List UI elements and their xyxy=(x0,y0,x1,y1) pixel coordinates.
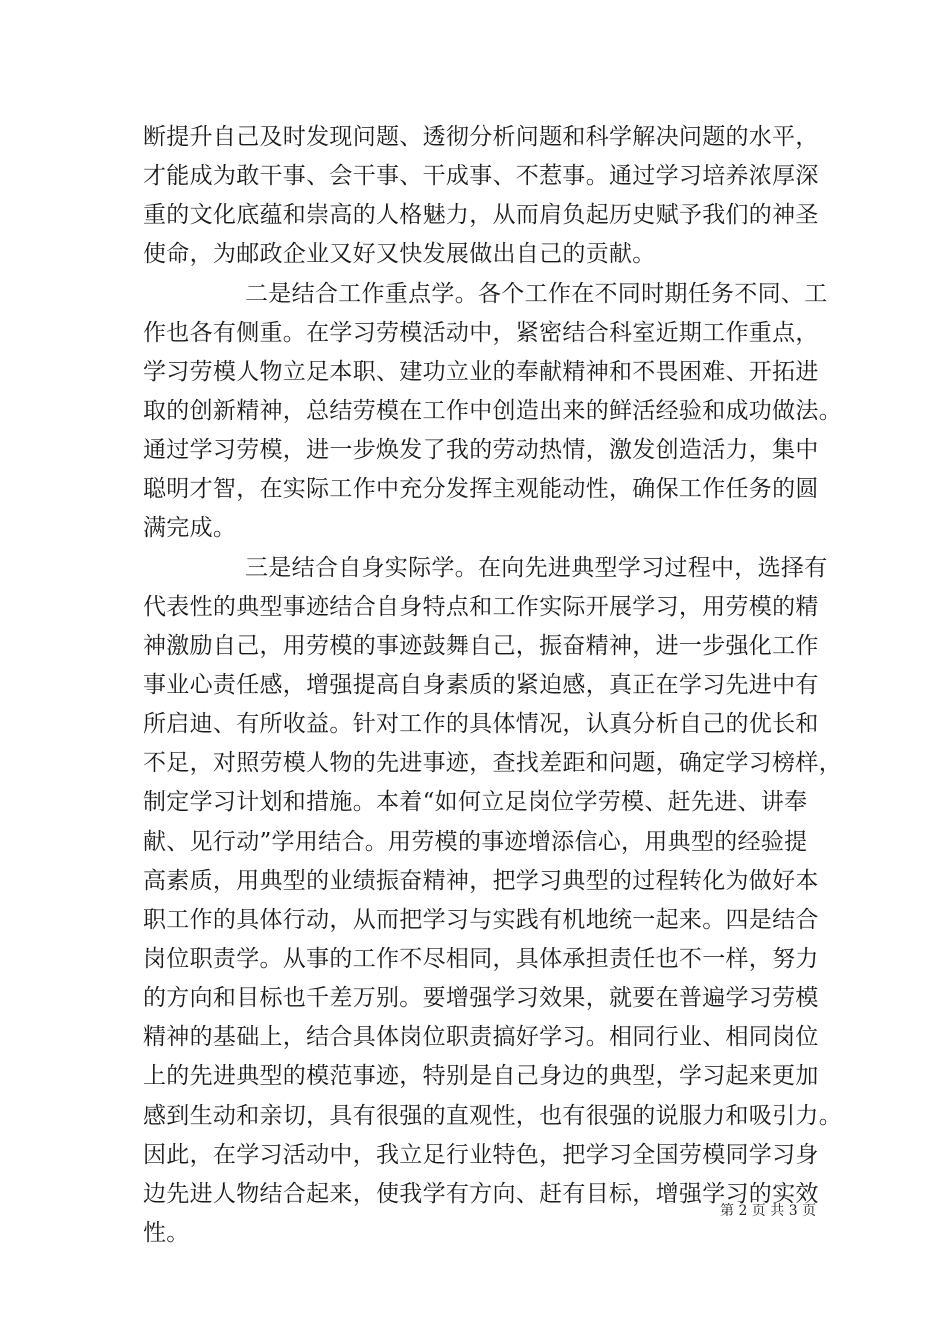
text-line: 职工作的具体行动，从而把学习与实践有机地统一起来。四是结合 xyxy=(143,906,819,933)
text-line: 作也各有侧重。在学习劳模活动中，紧密结合科室近期工作重点， xyxy=(143,319,819,346)
text-line: 聪明才智，在实际工作中充分发挥主观能动性，确保工作任务的圆 xyxy=(143,476,819,503)
text-line: 岗位职责学。从事的工作不尽相同，具体承担责任也不一样，努力 xyxy=(143,945,819,972)
text-line: 感到生动和亲切，具有很强的直观性，也有很强的说服力和吸引力。 xyxy=(143,1102,842,1129)
text-line: 通过学习劳模，进一步焕发了我的劳动热情，激发创造活力，集中 xyxy=(143,437,819,464)
text-line: 因此，在学习活动中，我立足行业特色，把学习全国劳模同学习身 xyxy=(143,1141,819,1168)
text-line: 二是结合工作重点学。各个工作在不同时期任务不同、工 xyxy=(245,280,828,307)
text-line: 性。 xyxy=(143,1219,190,1246)
text-line: 高素质，用典型的业绩振奋精神，把学习典型的过程转化为做好本 xyxy=(143,867,819,894)
text-line: 所启迪、有所收益。针对工作的具体情况，认真分析自己的优长和 xyxy=(143,711,819,738)
text-line: 取的创新精神，总结劳模在工作中创造出来的鲜活经验和成功做法。 xyxy=(143,397,842,424)
text-line: 断提升自己及时发现问题、透彻分析问题和科学解决问题的水平， xyxy=(143,124,819,150)
text-line: 不足，对照劳模人物的先进事迹，查找差距和问题，确定学习榜样， xyxy=(143,750,842,777)
text-line: 神激励自己，用劳模的事迹鼓舞自己，振奋精神，进一步强化工作 xyxy=(143,632,819,659)
text-line: 献、见行动”学用结合。用劳模的事迹增添信心，用典型的经验提 xyxy=(143,828,808,855)
text-line: 重的文化底蕴和崇高的人格魅力，从而肩负起历史赋予我们的神圣 xyxy=(143,202,819,229)
text-line: 学习劳模人物立足本职、建功立业的奉献精神和不畏困难、开拓进 xyxy=(143,358,819,385)
text-line: 使命，为邮政企业又好又快发展做出自己的贡献。 xyxy=(143,241,656,268)
text-line: 事业心责任感，增强提高自身素质的紧迫感，真正在学习先进中有 xyxy=(143,671,819,698)
text-line: 才能成为敢干事、会干事、干成事、不惹事。通过学习培养浓厚深 xyxy=(143,163,819,190)
text-line: 代表性的典型事迹结合自身特点和工作实际开展学习，用劳模的精 xyxy=(143,593,819,620)
page-number-footer: 第 2 页 共 3 页 xyxy=(720,1203,817,1219)
text-line: 制定学习计划和措施。本着“如何立足岗位学劳模、赶先进、讲奉 xyxy=(143,789,808,816)
text-line: 的方向和目标也千差万别。要增强学习效果，就要在普遍学习劳模 xyxy=(143,985,819,1012)
text-line: 上的先进典型的模范事迹，特别是自己身边的典型，学习起来更加 xyxy=(143,1063,819,1090)
text-line: 满完成。 xyxy=(143,515,237,542)
body-text xyxy=(143,118,842,1253)
text-line: 三是结合自身实际学。在向先进典型学习过程中，选择有 xyxy=(245,554,828,581)
text-line: 精神的基础上，结合具体岗位职责搞好学习。相同行业、相同岗位 xyxy=(143,1024,819,1051)
text-line: 边先进人物结合起来，使我学有方向、赶有目标，增强学习的实效 xyxy=(143,1180,819,1207)
